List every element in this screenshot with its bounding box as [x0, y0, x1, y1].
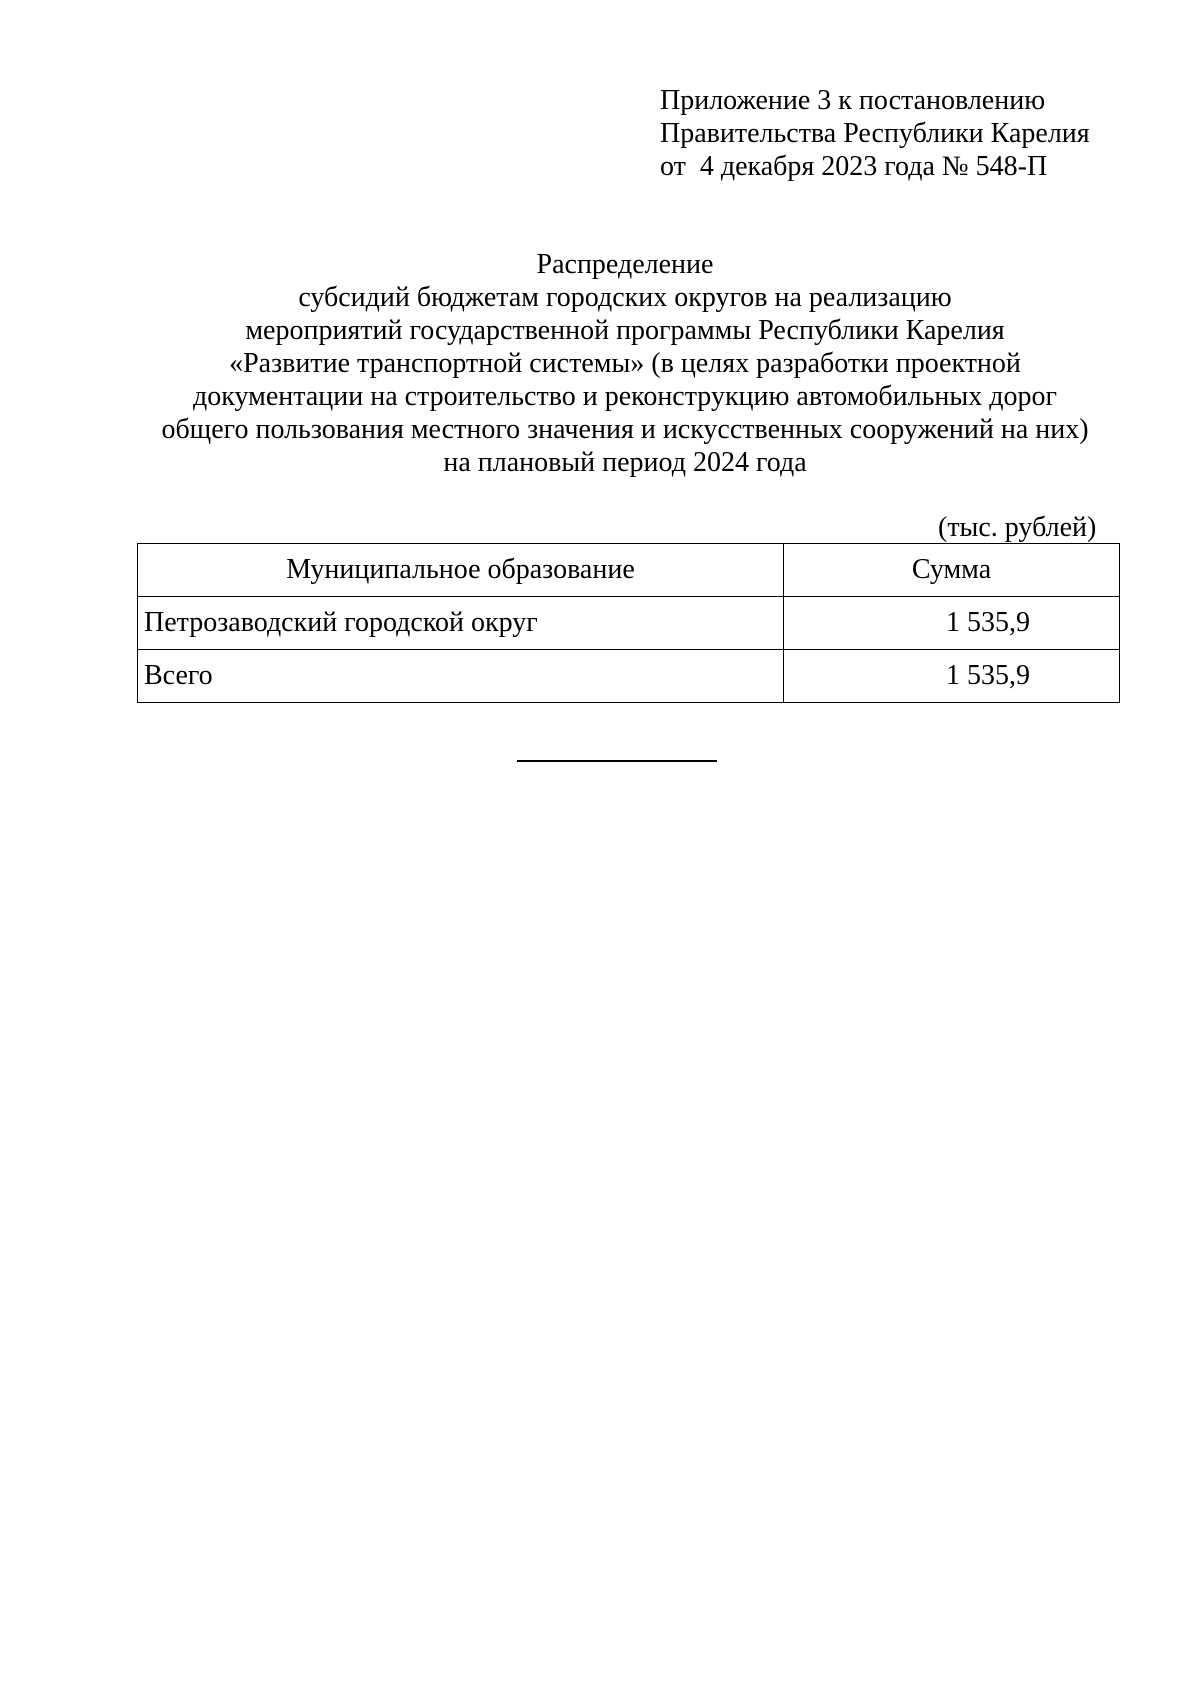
cell-municipality: Петрозаводский городской округ: [138, 597, 784, 650]
appendix-line-1: Приложение 3 к постановлению: [660, 85, 1046, 116]
cell-total-sum: 1 535,9: [784, 650, 1120, 703]
closing-separator-line: [517, 760, 717, 762]
header-sum: Сумма: [784, 544, 1120, 597]
table-row: [138, 597, 1120, 650]
distribution-table: [137, 543, 1120, 703]
cell-sum: 1 535,9: [784, 597, 1120, 650]
cell-total-label: Всего: [138, 650, 784, 703]
appendix-line-2: Правительства Республики Карелия: [660, 118, 1090, 149]
units-label: (тыс. рублей): [938, 512, 1097, 543]
title-line: на плановый период 2024 года: [443, 447, 807, 478]
title-line: документации на строительство и реконструкцию автомобильных дорог: [193, 381, 1057, 412]
appendix-line-3: от 4 декабря 2023 года № 548-П: [660, 151, 1048, 182]
appendix-header: [660, 84, 1090, 183]
table-row-total: [138, 650, 1120, 703]
table-header-row: [138, 544, 1120, 597]
title-line: Распределение: [536, 249, 714, 280]
title-line: «Развитие транспортной системы» (в целях разработки проектной: [229, 348, 1021, 379]
document-title: [120, 248, 1130, 479]
title-line: субсидий бюджетам городских округов на реализацию: [298, 282, 952, 313]
header-municipality: Муниципальное образование: [138, 544, 784, 597]
title-line: общего пользования местного значения и искусственных сооружений на них): [161, 414, 1089, 445]
title-line: мероприятий государственной программы Республики Карелия: [245, 315, 1005, 346]
